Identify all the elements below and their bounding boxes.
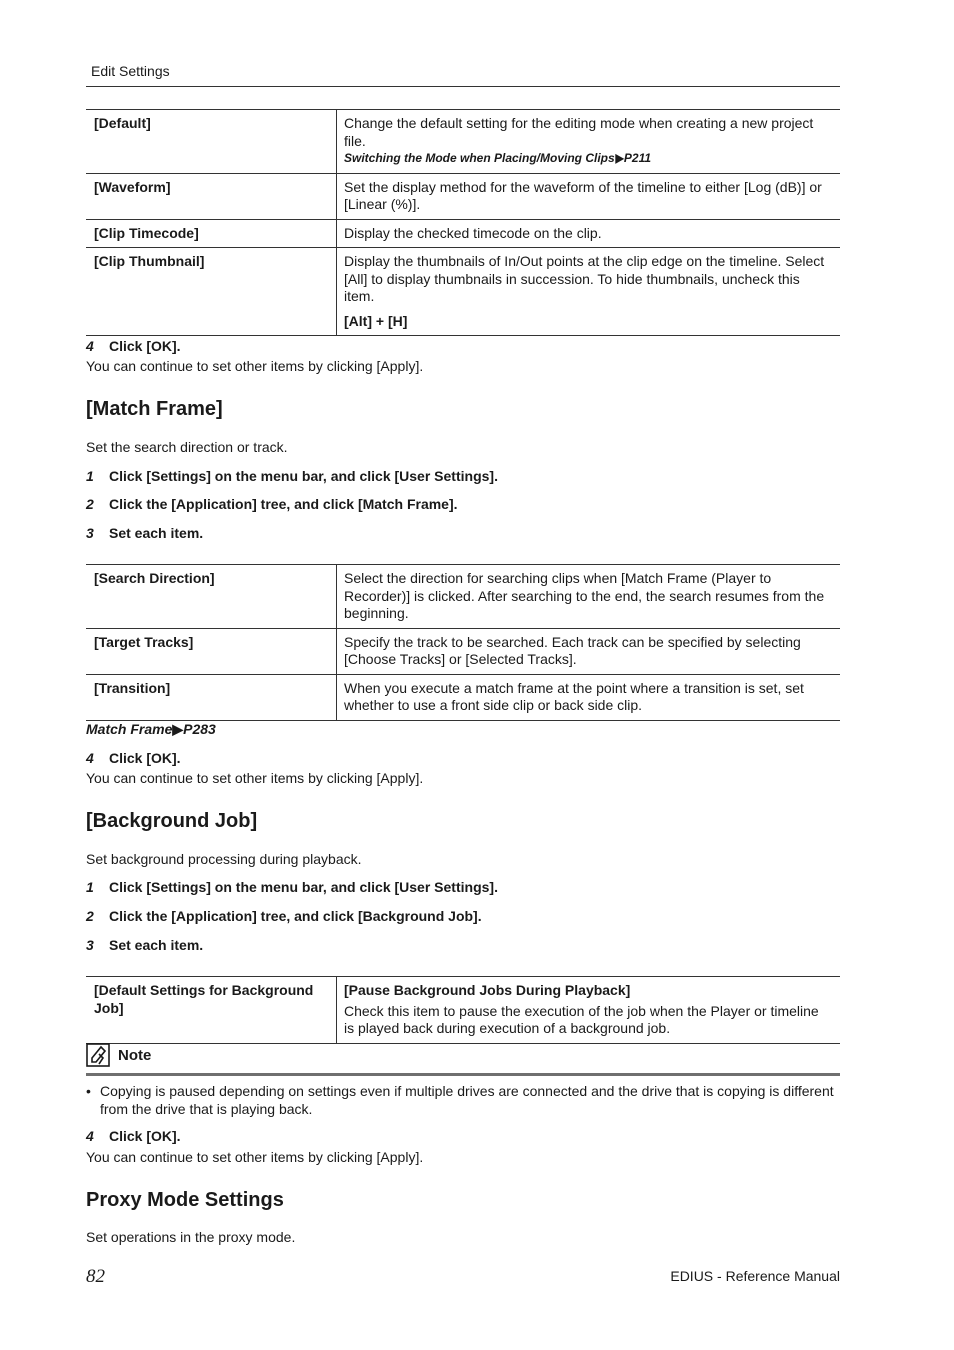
table-row [86, 173, 840, 219]
running-header: Edit Settings [91, 63, 170, 79]
note-bullet [86, 1082, 840, 1118]
note-header [86, 1043, 840, 1067]
setting-desc: When you execute a match frame at the point where a transition is set, set whether to use a front side clip or back side clip. [337, 674, 841, 720]
cross-reference[interactable] [86, 721, 216, 738]
table-row [86, 628, 840, 674]
match-frame-table [86, 564, 840, 721]
section-heading-match-frame: [Match Frame] [86, 398, 223, 420]
section-heading-proxy-mode: Proxy Mode Settings [86, 1189, 284, 1211]
setting-desc [337, 110, 841, 174]
note-pencil-icon [86, 1043, 110, 1067]
step-4: 4 Click [OK]. [86, 750, 181, 766]
setting-key: [Waveform] [86, 173, 337, 219]
table-row [86, 977, 840, 1044]
step-1: 1 Click [Settings] on the menu bar, and click [User Settings]. [86, 879, 498, 895]
xref-text: Switching the Mode when Placing/Moving Clips [344, 151, 615, 165]
setting-key: [Default] [86, 110, 337, 174]
xref-page: P283 [183, 721, 216, 737]
setting-desc: Set the display method for the waveform of the timeline to either [Log (dB)] or [Linear (%)]. [337, 173, 841, 219]
setting-desc: Specify the track to be searched. Each track can be specified by selecting [Choose Tracks] or [Selected Tracks]. [337, 628, 841, 674]
section-intro: Set the search direction or track. [86, 439, 288, 455]
table-row [86, 565, 840, 629]
apply-note: You can continue to set other items by clicking [Apply]. [86, 770, 424, 786]
step-2: 2 Click the [Application] tree, and click [Match Frame]. [86, 496, 458, 512]
setting-desc-text: Display the thumbnails of In/Out points at the clip edge on the timeline. Select [All] to display thumbnails in succession. To hide thumbnails, uncheck this item. [344, 253, 825, 304]
step-3: 3 Set each item. [86, 937, 204, 953]
note-bullet-text: Copying is paused depending on settings even if multiple drives are connected and the drive that is copying is different from the drive that is playing back. [100, 1083, 834, 1117]
arrow-right-icon: ▶ [172, 721, 184, 737]
manual-title: EDIUS - Reference Manual [670, 1268, 840, 1284]
step-3: 3 Set each item. [86, 525, 204, 541]
cross-reference[interactable] [344, 150, 832, 168]
table-row [86, 219, 840, 248]
table-row [86, 110, 840, 174]
arrow-right-icon: ▶ [615, 151, 624, 165]
note-rule [86, 1073, 840, 1076]
setting-desc: Select the direction for searching clips when [Match Frame (Player to Recorder)] is clicked. After searching to the end, the search resumes from the beginning. [337, 565, 841, 629]
setting-desc: Display the checked timecode on the clip. [337, 219, 841, 248]
setting-desc-title: [Pause Background Jobs During Playback] [344, 982, 631, 998]
step-1: 1 Click [Settings] on the menu bar, and click [User Settings]. [86, 468, 498, 484]
background-job-table [86, 976, 840, 1044]
header-rule [86, 86, 840, 87]
step-2: 2 Click the [Application] tree, and click [Background Job]. [86, 908, 482, 924]
section-intro: Set background processing during playback. [86, 851, 362, 867]
apply-note: You can continue to set other items by clicking [Apply]. [86, 1149, 424, 1165]
step-4: 4 Click [OK]. [86, 1128, 181, 1144]
setting-desc [337, 977, 841, 1044]
table-row [86, 248, 840, 336]
bullet-dot: • [86, 1083, 91, 1099]
section-heading-background-job: [Background Job] [86, 810, 258, 832]
setting-key: [Clip Timecode] [86, 219, 337, 248]
xref-page: P211 [623, 151, 652, 165]
setting-key: [Transition] [86, 674, 337, 720]
edit-settings-table [86, 109, 840, 336]
setting-key: [Search Direction] [86, 565, 337, 629]
setting-desc [337, 248, 841, 336]
step-4: 4 Click [OK]. [86, 338, 181, 354]
setting-key: [Clip Thumbnail] [86, 248, 337, 336]
section-intro: Set operations in the proxy mode. [86, 1229, 296, 1245]
note-label: Note [118, 1046, 152, 1064]
setting-key: [Target Tracks] [86, 628, 337, 674]
setting-key: [Default Settings for Background Job] [86, 977, 337, 1044]
table-row [86, 674, 840, 720]
setting-desc-text: Check this item to pause the execution of the job when the Player or timeline is played back during execution of a background job. [344, 1002, 819, 1036]
xref-text: Match Frame [86, 721, 173, 737]
apply-note: You can continue to set other items by clicking [Apply]. [86, 358, 424, 374]
page-number: 82 [86, 1266, 105, 1287]
setting-desc-text: Change the default setting for the editing mode when creating a new project file. [344, 115, 814, 149]
keyboard-shortcut: [Alt] + [H] [344, 312, 408, 329]
note-box [86, 1043, 840, 1118]
